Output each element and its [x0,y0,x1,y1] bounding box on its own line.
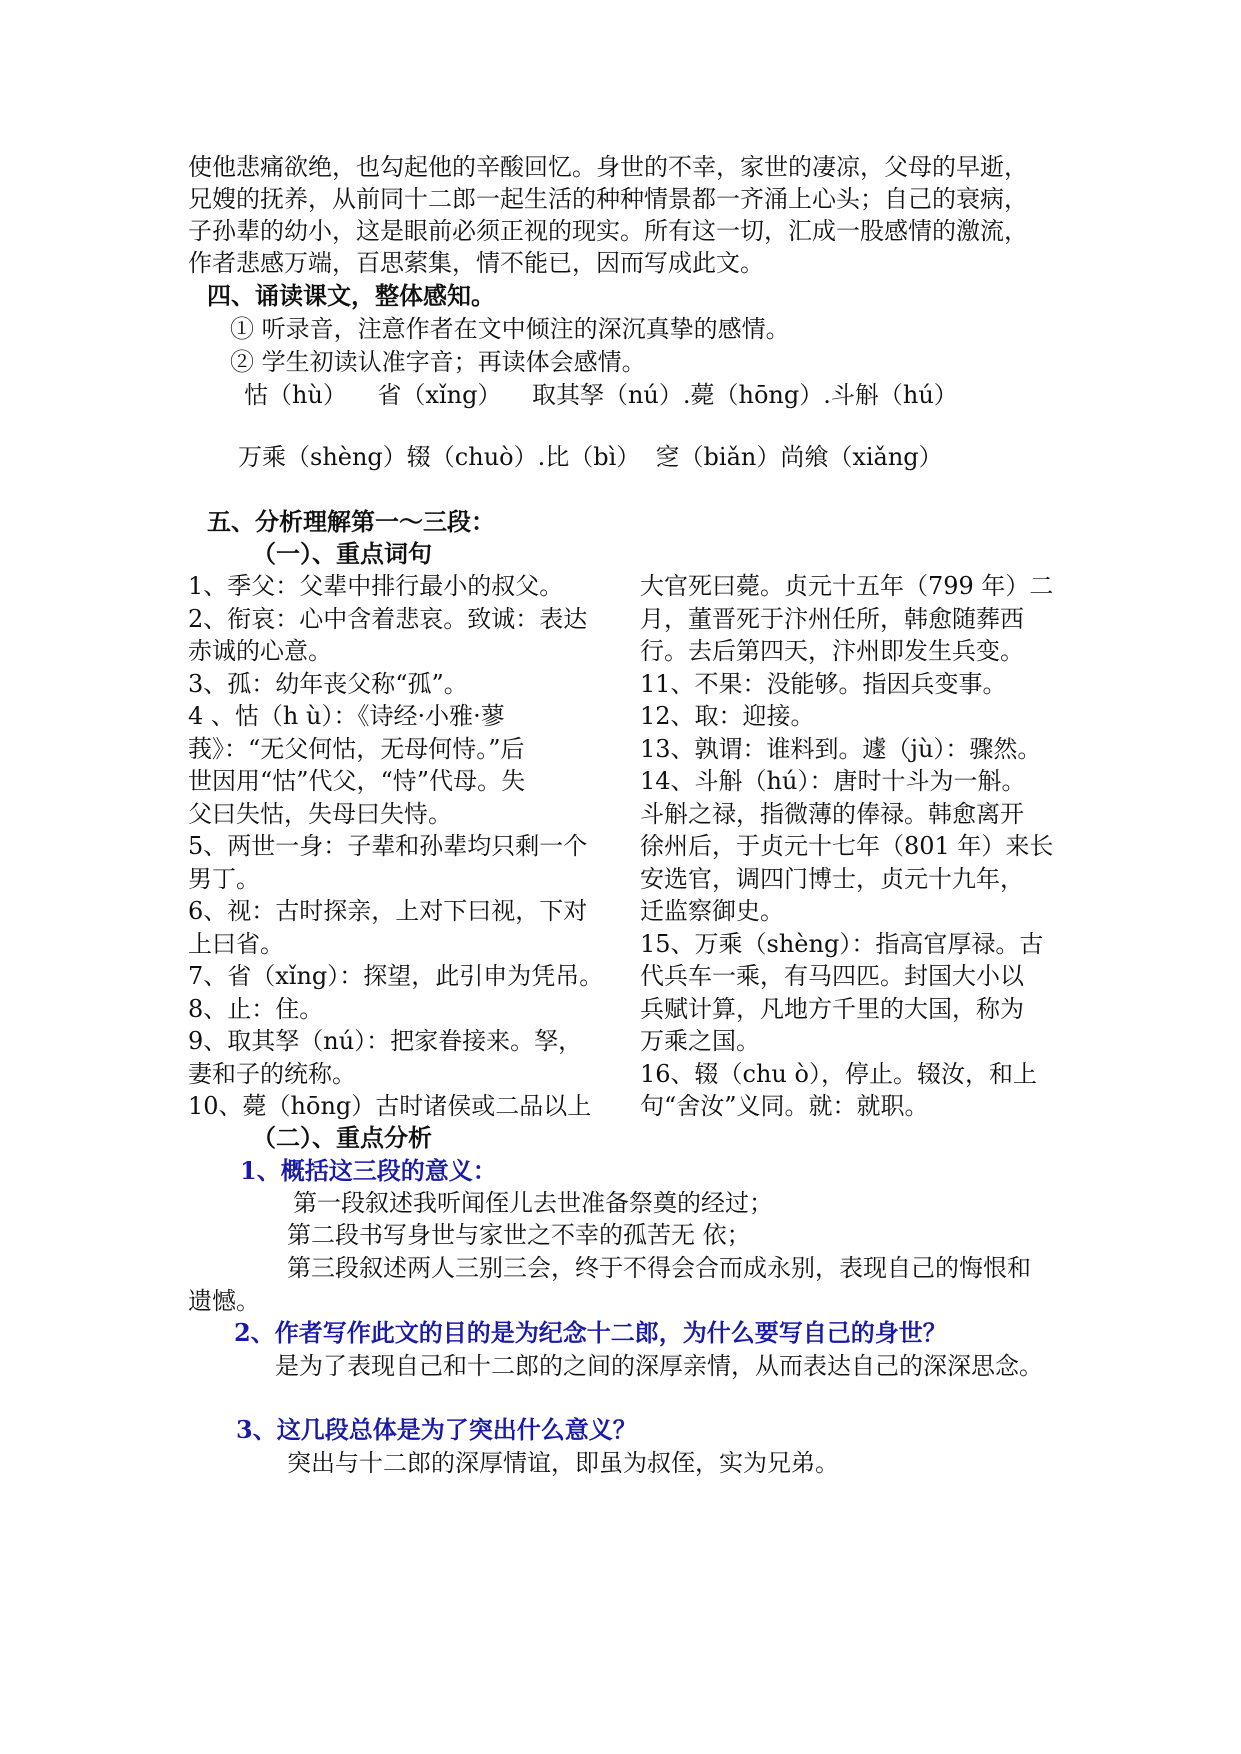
glossary-line: 月，董晋死于汴州任所，韩愈随葬西 [640,604,1024,633]
glossary-line: 父曰失怙，失母曰失恃。 [188,799,452,828]
glossary-line: 7、省（xǐng）：探望，此引申为凭吊。 [188,962,604,990]
section5-sub1: （一）、重点词句 [252,539,432,568]
glossary-line: 迁监察御史。 [640,897,784,925]
glossary-line: 男丁。 [188,864,260,893]
glossary-line: 10、薨（hōng）古时诸侯或二品以上 [188,1092,592,1120]
glossary-line: 12、取：迎接。 [640,702,815,730]
glossary-line: 5、两世一身：子辈和孙辈均只剩一个 [188,832,588,860]
glossary-line: 14、斗斛（hú）：唐时十斗为一斛。 [640,767,1026,795]
pinyin-line-2: 万乘（shèng）辍（chuò）.比（bì） 窆（biǎn）尚飨（xiǎng） [238,443,943,471]
answer-1-line-2: 第二段书写身世与家世之不幸的孤苦无 依； [287,1221,751,1249]
section4-heading: 四、诵读课文，整体感知。 [207,281,495,310]
glossary-line: 1、季父：父辈中排行最小的叔父。 [188,572,564,600]
answer-1-line-1: 第一段叙述我听闻侄儿去世准备祭奠的经过； [293,1189,773,1217]
glossary-line: 大官死曰薨。贞元十五年（799 年）二 [640,572,1054,600]
glossary-line: 4 、怙（h ù）：《诗经·小雅·蓼 [188,702,505,730]
glossary-line: 代兵车一乘，有马四匹。封国大小以 [640,962,1024,990]
section4-step2: ② 学生初读认准字音；再读体会感情。 [230,348,646,376]
section5-heading: 五、分析理解第一～三段： [207,507,495,536]
glossary-line: 斗斛之禄，指微薄的俸禄。韩愈离开 [640,799,1024,828]
glossary-line: 6、视：古时探亲，上对下曰视，下对 [188,897,588,925]
glossary-line: 兵赋计算，凡地方千里的大国，称为 [640,994,1024,1023]
glossary-line: 行。去后第四天，汴州即发生兵变。 [640,637,1024,665]
glossary-line: 安选官，调四门博士，贞元十九年， [640,864,1024,893]
section5-sub2: （二）、重点分析 [252,1123,432,1152]
answer-3: 突出与十二郎的深厚情谊，即虽为叔侄，实为兄弟。 [287,1449,839,1477]
glossary-line: 世因用“怙”代父，“恃”代母。失 [188,767,526,795]
answer-1-line-4: 遗憾。 [188,1287,260,1315]
intro-line-1: 使他悲痛欲绝，也勾起他的辛酸回忆。身世的不幸，家世的凄凉，父母的早逝， [188,153,1028,181]
glossary-left-column [188,570,603,1123]
glossary-line: 句“舍汝”义同。就：就职。 [640,1092,929,1120]
glossary-line: 莪》：“无父何怙，无母何恃。”后 [188,734,525,763]
glossary-line: 8、止：住。 [188,994,324,1023]
glossary-line: 15、万乘（shèng）：指高官厚禄。古 [640,929,1044,958]
answer-2: 是为了表现自己和十二郎的之间的深厚亲情，从而表达自己的深深思念。 [275,1352,1043,1380]
question-3: 3、这几段总体是为了突出什么意义？ [236,1415,637,1444]
glossary-line: 11、不果：没能够。指因兵变事。 [640,669,1007,698]
answer-1-line-3: 第三段叙述两人三别三会，终于不得会合而成永别，表现自己的悔恨和 [287,1254,1031,1282]
intro-line-4: 作者悲感万端，百思萦集，情不能已，因而写成此文。 [188,249,764,277]
glossary-line: 9、取其孥（nú）：把家眷接来。孥， [188,1027,583,1055]
question-2: 2、作者写作此文的目的是为纪念十二郎，为什么要写自己的身世？ [234,1318,947,1347]
intro-line-2: 兄嫂的抚养，从前同十二郎一起生活的种种情景都一齐涌上心头；自己的衰病， [188,185,1028,213]
intro-line-3: 子孙辈的幼小，这是眼前必须正视的现实。所有这一切，汇成一股感情的激流， [188,217,1028,245]
question-1: 1、概括这三段的意义： [240,1156,497,1185]
glossary-line: 万乘之国。 [640,1027,760,1055]
glossary-line: 妻和子的统称。 [188,1059,356,1088]
glossary-line: 赤诚的心意。 [188,637,332,665]
pinyin-line-1: 怙（hù） 省（xǐng） 取其孥（nú）.薨（hōng）.斗斛（hú） [244,381,958,409]
glossary-line: 13、孰谓：谁料到。遽（jù）：骤然。 [640,734,1042,763]
glossary-line: 徐州后，于贞元十七年（801 年）来长 [640,832,1054,860]
section4-step1: ① 听录音，注意作者在文中倾注的深沉真挚的感情。 [230,315,790,343]
glossary-right-column [640,570,1053,1123]
glossary-line: 16、辍（chu ò），停止。辍汝，和上 [640,1059,1037,1088]
glossary-line: 3、孤：幼年丧父称“孤”。 [188,669,468,698]
glossary-line: 2、衔哀：心中含着悲哀。致诚：表达 [188,604,588,633]
glossary-line: 上曰省。 [188,929,284,958]
